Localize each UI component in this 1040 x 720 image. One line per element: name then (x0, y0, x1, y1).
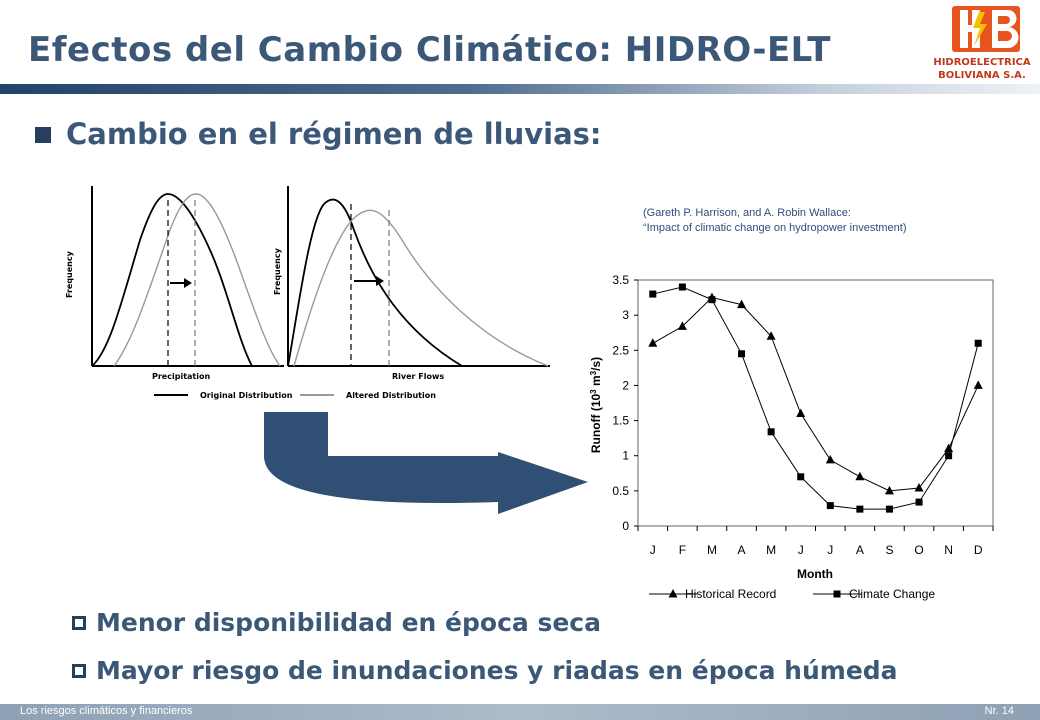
legend-label: Historical Record (685, 587, 777, 601)
runoff-chart (575, 265, 1005, 610)
x-tick-label: M (766, 543, 777, 557)
slide-title: Efectos del Cambio Climático: HIDRO-ELT (28, 30, 831, 70)
chart-legend (649, 587, 935, 601)
series-line (653, 287, 978, 509)
point-dry-season (72, 608, 601, 637)
point-box-icon (72, 664, 86, 678)
logo-line2: BOLIVIANA S.A. (938, 70, 1026, 81)
plot-frame (638, 280, 993, 526)
citation-line1: (Gareth P. Harrison, and A. Robin Wallace: (643, 207, 851, 219)
series-climate-change (649, 284, 981, 513)
logo-line1: HIDROELECTRICA (933, 57, 1031, 68)
footer-caption: Los riesgos climáticos y financieros (20, 705, 193, 717)
flow-arrow (262, 410, 592, 520)
x-tick-label: J (797, 543, 804, 557)
data-point (768, 428, 775, 435)
distribution-figure (62, 180, 552, 405)
citation-line2: “Impact of climatic change on hydropower investment) (643, 222, 907, 234)
series-line (653, 298, 978, 491)
x-tick-label: A (855, 543, 864, 557)
x-tick-label: O (914, 543, 924, 557)
y-tick-label: 0.5 (612, 483, 629, 498)
x-tick-label: A (737, 543, 746, 557)
x-tick-label: D (973, 543, 983, 557)
data-point (974, 380, 983, 389)
title-underline-bar (0, 84, 1040, 94)
point-box-icon (72, 616, 86, 630)
data-point (855, 472, 864, 481)
data-point (856, 506, 863, 513)
y-tick-label: 1 (622, 448, 629, 463)
chart-ylabel (589, 357, 604, 453)
legend-marker (834, 591, 841, 598)
ylabel-base: Runoff (10 (589, 393, 603, 454)
data-point (916, 499, 923, 506)
section-heading: Cambio en el régimen de lluvias: (66, 117, 602, 151)
right-xlabel: River Flows (392, 372, 445, 381)
x-tick-label: F (678, 543, 687, 557)
point-dry-season-text: Menor disponibilidad en época seca (96, 608, 601, 637)
chart-citation (643, 206, 907, 236)
point-flood-risk (72, 656, 898, 685)
data-point (796, 409, 805, 418)
x-tick-label: S (885, 543, 894, 557)
y-tick-label: 0 (622, 519, 629, 533)
page-number: Nr. 14 (984, 705, 1014, 717)
y-tick-label: 3 (622, 308, 629, 323)
legend-marker (669, 589, 678, 598)
x-tick-label: J (827, 543, 834, 557)
hidroelectrica-logo (932, 4, 1032, 82)
legend-original-distribution: Original Distribution (200, 391, 293, 400)
chart-series (648, 284, 982, 513)
legend-altered-distribution: Altered Distribution (346, 391, 436, 400)
data-point (648, 338, 657, 347)
y-tick-label: 1.5 (612, 413, 629, 428)
data-point (945, 452, 952, 459)
point-flood-risk-text: Mayor riesgo de inundaciones y riadas en época húmeda (96, 656, 898, 685)
data-point (886, 506, 893, 513)
x-tick-label: J (649, 543, 656, 557)
data-point (975, 340, 982, 347)
y-tick-label: 2.5 (612, 343, 629, 358)
ylabel-sup2: 3 (588, 370, 598, 376)
ylabel-unit: m (589, 375, 603, 390)
data-point (679, 284, 686, 291)
ylabel-end: /s) (589, 356, 603, 371)
legend-label: Climate Change (849, 587, 936, 601)
series-historical-record (648, 293, 982, 495)
heading-bullet (35, 127, 51, 143)
data-point (826, 455, 835, 464)
left-xlabel: Precipitation (152, 372, 211, 381)
data-point (738, 350, 745, 357)
data-point (649, 291, 656, 298)
data-point (797, 473, 804, 480)
data-point (827, 502, 834, 509)
ylabel-sup: 3 (588, 389, 598, 394)
chart-xlabel: Month (797, 567, 833, 581)
right-ylabel: Frequency (273, 248, 282, 295)
left-ylabel: Frequency (65, 251, 74, 298)
x-tick-label: N (944, 543, 953, 557)
y-tick-label: 2 (622, 378, 629, 393)
data-point (708, 296, 715, 303)
y-tick-label: 3.5 (612, 273, 629, 287)
x-tick-label: M (706, 543, 717, 557)
